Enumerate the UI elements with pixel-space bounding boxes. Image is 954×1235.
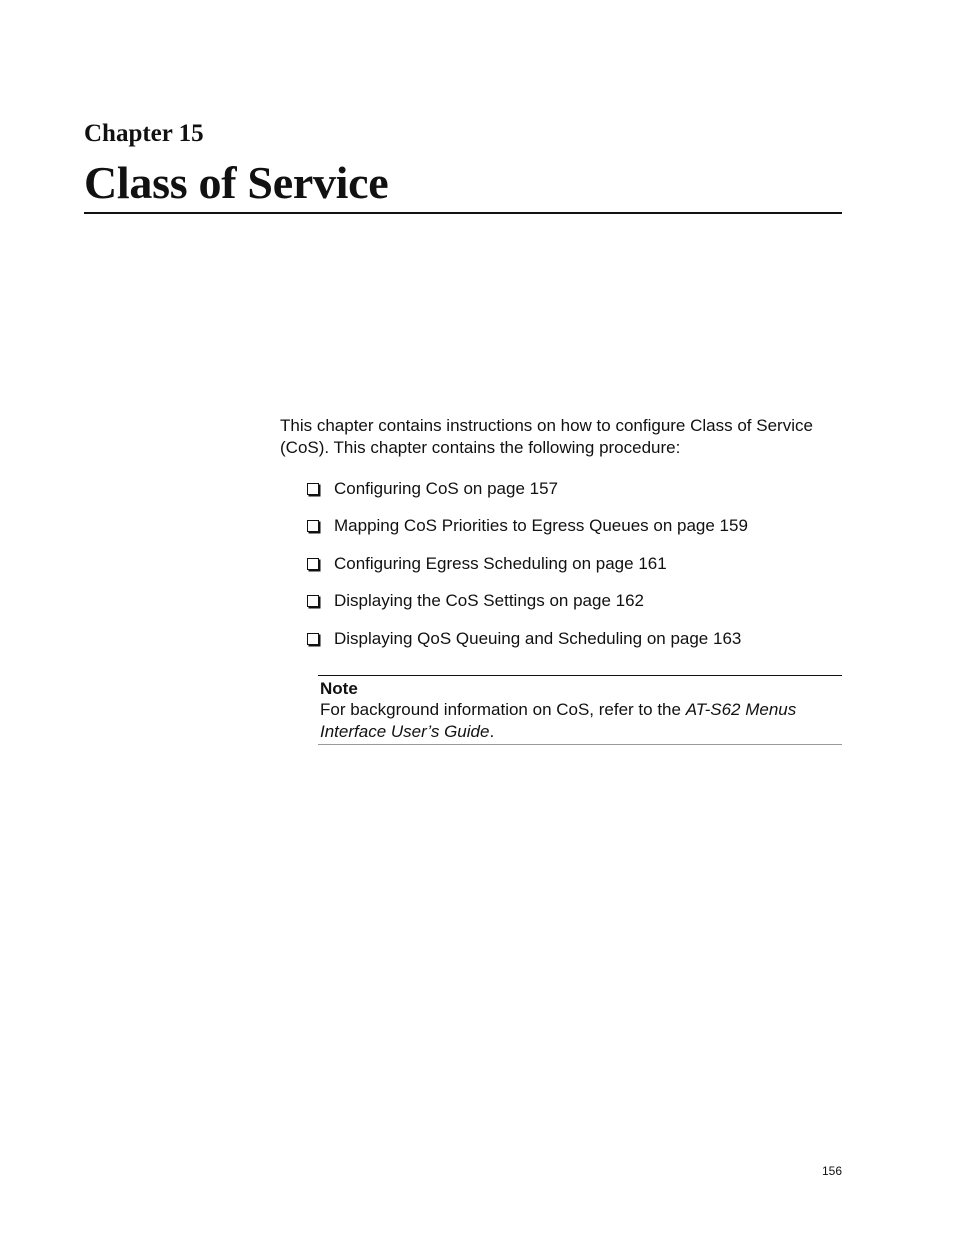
page-title: Class of Service — [84, 157, 389, 208]
note-text-end: . — [489, 722, 495, 741]
checkbox-icon — [307, 633, 319, 645]
procedure-item-configuring-cos — [307, 478, 748, 515]
procedure-link[interactable]: Displaying the CoS Settings on page 162 — [334, 591, 644, 611]
procedure-item-displaying-cos-settings — [307, 590, 748, 627]
procedure-link[interactable]: Mapping CoS Priorities to Egress Queues on page 159 — [334, 516, 748, 536]
title-divider — [84, 212, 842, 214]
note-box — [318, 675, 842, 745]
note-text: For background information on CoS, refer to the — [320, 700, 686, 719]
checkbox-icon — [307, 595, 319, 607]
intro-paragraph: This chapter contains instructions on how to configure Class of Service (CoS). This chapter contains the following procedure: — [280, 416, 813, 457]
checkbox-icon — [307, 483, 319, 495]
checkbox-icon — [307, 520, 319, 532]
procedure-item-displaying-qos-queuing — [307, 628, 748, 665]
procedure-item-egress-scheduling — [307, 553, 748, 590]
note-body — [320, 700, 796, 741]
procedure-list — [307, 478, 748, 665]
procedure-item-mapping-cos-priorities — [307, 515, 748, 552]
note-reference: AT-S62 Menus Interface User’s Guide — [320, 700, 797, 741]
procedure-link[interactable]: Configuring CoS on page 157 — [334, 479, 558, 498]
procedure-link[interactable]: Configuring Egress Scheduling on page 161 — [334, 553, 667, 573]
checkbox-icon — [307, 558, 319, 570]
procedure-link[interactable]: Displaying QoS Queuing and Scheduling on page 163 — [334, 628, 742, 648]
page-number: 156 — [822, 1164, 843, 1178]
chapter-label: Chapter 15 — [84, 120, 204, 147]
note-title: Note — [320, 679, 358, 698]
